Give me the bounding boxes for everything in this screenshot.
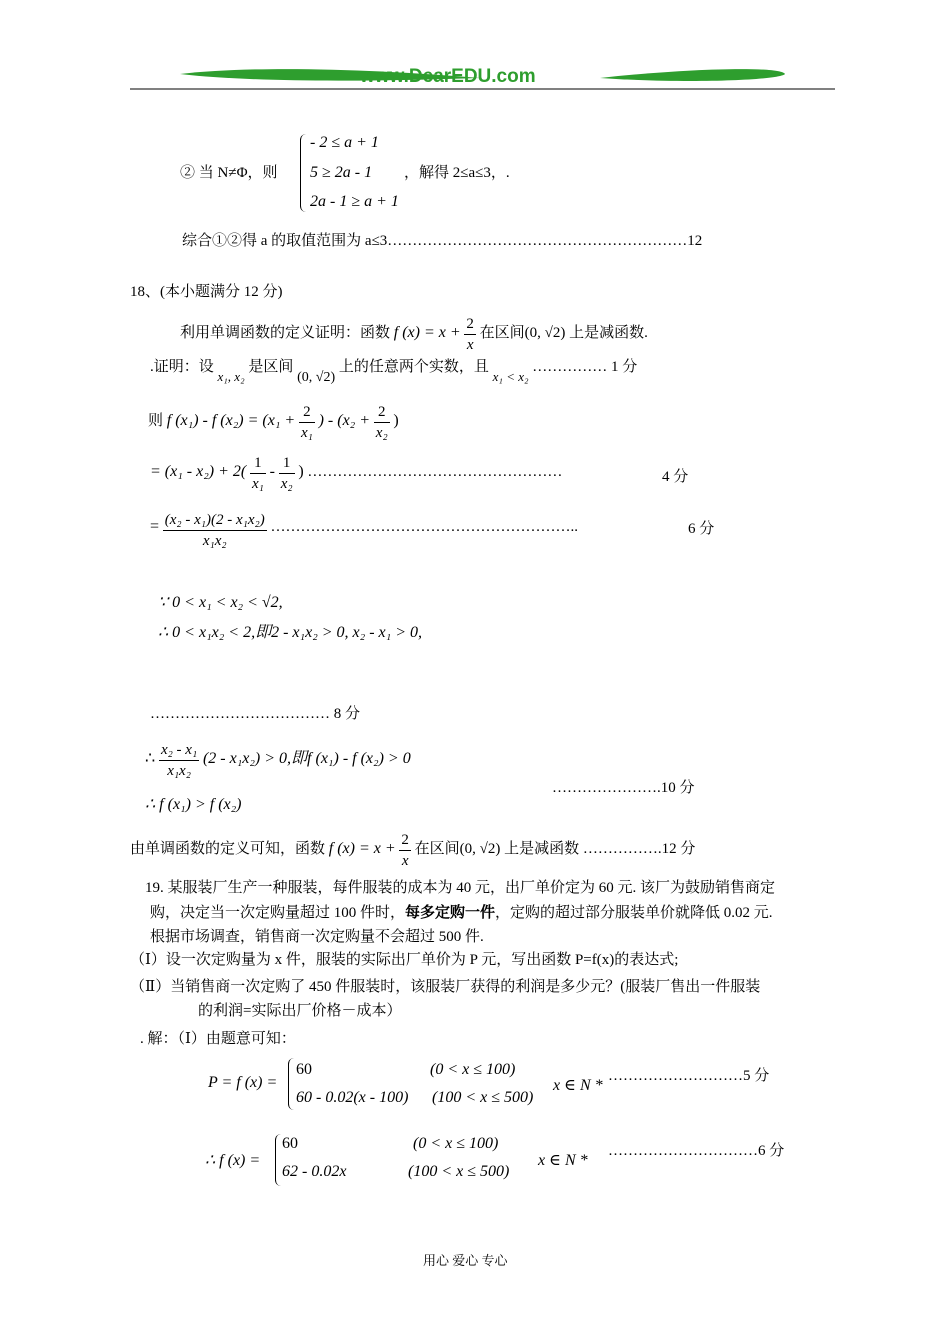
q19-p-lhs: P = f (x) = <box>208 1074 278 1091</box>
q19-p-domain: x ∈ N * <box>553 1077 603 1094</box>
q18-eq2-score: 4 分 <box>662 469 689 485</box>
q19-f-brace <box>275 1134 282 1186</box>
case2-brace <box>300 134 307 212</box>
summary-line: 综合①②得 a 的取值范围为 a≤3……………………………………………………12 <box>182 233 703 249</box>
q18-therefore3: ∴ f (x₁) > f (x₂) <box>145 796 242 813</box>
q19-p-cond2: (100 < x ≤ 500) <box>432 1089 534 1106</box>
q18-eq3-score: 6 分 <box>688 521 715 537</box>
site-logo-text: www.DearEDU.com <box>360 66 536 87</box>
q18-score10: ………………….10 分 <box>552 780 695 796</box>
q19-line1: 19. 某服装厂生产一种服装，每件服装的成本为 40 元，出厂单价定为 60 元. 该厂为鼓励销售商定 <box>145 880 776 896</box>
q19-f-score: …………………………6 分 <box>608 1143 785 1159</box>
q18-conclusion: 由单调函数的定义可知，函数 f (x) = x + $\frac{2}{x}$ 在区间(0, √2) 上是减函数 …………….12 分 <box>130 832 696 869</box>
q18-statement-func: f (x) = x + <box>393 324 461 341</box>
q18-title: 18、(本小题满分 12 分) <box>130 284 283 300</box>
q19-f-cond2: (100 < x ≤ 500) <box>408 1163 510 1180</box>
q18-statement-frac: $\frac{2}{x}$ <box>466 316 474 353</box>
q19-part2a: （Ⅱ）当销售商一次定购了 450 件服装时，该服装厂获得的利润是多少元？(服装厂售出一件服装 <box>130 979 761 995</box>
q19-line3: 根据市场调查，销售商一次定购量不会超过 500 件. <box>150 929 484 945</box>
q19-p-brace <box>288 1058 295 1110</box>
q19-p-case1: 60 <box>296 1061 312 1078</box>
q18-eq3-line: = $\frac{\text{(x₂ - x₁)(2 - x₁x₂)}}{\text{x₁x₂}}$ …………………………………………………….. <box>150 512 578 549</box>
q19-part2b: 的利润=实际出厂价格－成本） <box>198 1003 402 1019</box>
q18-eq2-line: = (x₁ - x₂) + 2( $\frac{1}{\text{x₁}}$ - $\frac{1}{\text{x₂}}$ ) …………………………………………… <box>150 455 563 492</box>
q18-diff-line: 则 f (x₁) - f (x₂) = (x₁ + $\frac{2}{\text{x₁}}$ ) - (x₂ + $\frac{2}{\text{x₂}}$ ) <box>148 404 399 441</box>
q19-f-cond1: (0 < x ≤ 100) <box>413 1135 499 1152</box>
case2-eq1: - 2 ≤ a + 1 <box>310 134 379 151</box>
q18-proof-line: .证明：设 x₁, x₂ 是区间 (0, √2) 上的任意两个实数，且 x₁ < x₂ …………… 1 分 <box>150 359 638 385</box>
q19-f-domain: x ∈ N * <box>538 1152 588 1169</box>
page-footer: 用心 爱心 专心 <box>423 1253 508 1268</box>
case2-eq3: 2a - 1 ≥ a + 1 <box>310 193 399 210</box>
q18-therefore2: ∴ $\frac{\text{x₂ - x₁}}{\text{x₁x₂}}$ (2 - x₁x₂) > 0,即f (x₁) - f (x₂) > 0 <box>145 742 411 779</box>
q18-therefore1: ∴ 0 < x₁x₂ < 2,即2 - x₁x₂ > 0, x₂ - x₁ > 0, <box>158 624 423 641</box>
q19-f-lhs: ∴ f (x) = <box>205 1152 261 1169</box>
case2-prefix: ② 当 N≠Φ，则 <box>180 165 278 181</box>
q18-statement-post: 在区间(0, √2) 上是减函数. <box>479 325 648 341</box>
q19-f-case1: 60 <box>282 1135 298 1152</box>
q19-solution-intro: . 解：（Ⅰ）由题意可知： <box>140 1031 296 1047</box>
case2-eq2: 5 ≥ 2a - 1 <box>310 164 373 181</box>
case2-result: ，解得 2≤a≤3，. <box>404 165 510 181</box>
q18-statement-pre: 利用单调函数的定义证明：函数 <box>180 325 391 341</box>
q19-p-case2: 60 - 0.02(x - 100) <box>296 1089 409 1106</box>
q19-line2: 购，决定当一次定购量超过 100 件时，每多定购一件，定购的超过部分服装单价就降低 0.02 元. <box>150 905 773 921</box>
q18-because: ∵ 0 < x₁ < x₂ < √2, <box>158 594 283 611</box>
q19-part1: （Ⅰ）设一次定购量为 x 件，服装的实际出厂单价为 P 元，写出函数 P=f(x)的表达式; <box>130 952 679 968</box>
q19-p-cond1: (0 < x ≤ 100) <box>430 1061 516 1078</box>
q18-statement <box>180 314 648 355</box>
q18-score8: ……………………………… 8 分 <box>150 706 361 722</box>
q19-p-score: ………………………5 分 <box>608 1068 770 1084</box>
q19-f-case2: 62 - 0.02x <box>282 1163 347 1180</box>
